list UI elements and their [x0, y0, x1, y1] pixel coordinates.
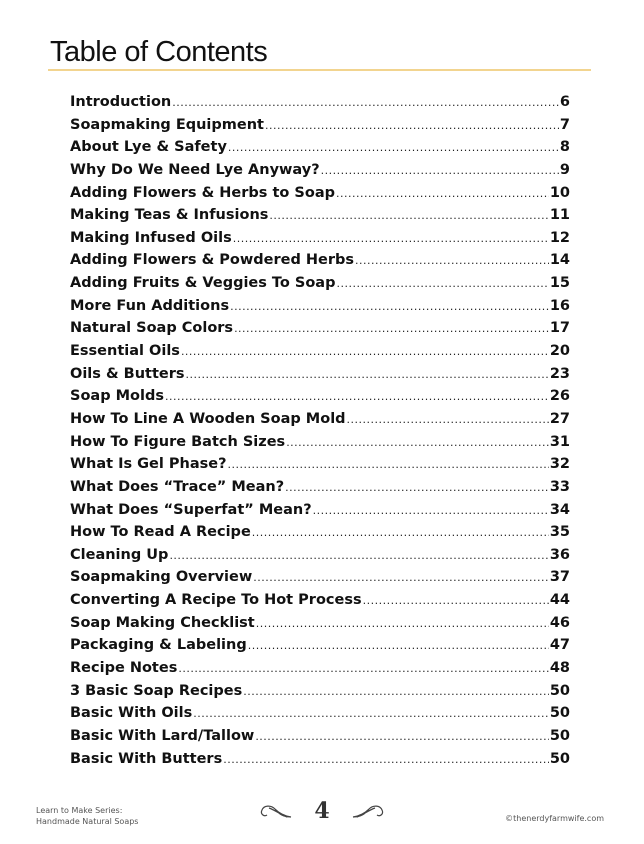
toc-entry-page: 6 — [559, 94, 570, 110]
toc-entry-page: 50 — [549, 705, 570, 722]
toc-entry[interactable] — [70, 705, 570, 728]
toc-entry[interactable] — [70, 252, 570, 275]
toc-entry-page: 27 — [549, 410, 570, 427]
footer-copyright: ©thenerdyfarmwife.com — [505, 814, 604, 823]
toc-entry[interactable] — [70, 728, 570, 751]
toc-entry-page: 9 — [559, 161, 570, 178]
toc-entry[interactable] — [70, 162, 570, 185]
footer-series-line2: Handmade Natural Soaps — [36, 817, 139, 826]
toc-entry[interactable] — [70, 502, 570, 525]
dot-leader — [243, 685, 549, 698]
toc-entry-label: Soap Making Checklist — [70, 614, 255, 631]
dot-leader — [169, 549, 548, 562]
dot-leader — [336, 187, 549, 200]
toc-entry-label: Making Infused Oils — [70, 229, 232, 246]
toc-list — [70, 94, 570, 773]
toc-entry[interactable] — [70, 94, 570, 117]
toc-entry-page: 14 — [549, 252, 570, 269]
dot-leader — [186, 368, 549, 381]
toc-entry[interactable] — [70, 615, 570, 638]
toc-entry-page: 10 — [549, 184, 570, 201]
toc-entry[interactable] — [70, 388, 570, 411]
dot-leader — [255, 730, 549, 743]
toc-entry-page: 12 — [549, 229, 570, 246]
dot-leader — [181, 345, 549, 358]
toc-entry-page: 32 — [549, 456, 570, 473]
toc-entry[interactable] — [70, 456, 570, 479]
toc-entry[interactable] — [70, 298, 570, 321]
dot-leader — [363, 594, 549, 607]
toc-entry-label: Adding Flowers & Powdered Herbs — [70, 252, 355, 269]
dot-leader — [355, 254, 549, 267]
toc-entry-label: About Lye & Safety — [70, 139, 227, 156]
toc-entry-label: What Does “Trace” Mean? — [70, 478, 285, 495]
dot-leader — [269, 209, 548, 222]
toc-entry[interactable] — [70, 411, 570, 434]
toc-entry[interactable] — [70, 230, 570, 253]
toc-entry-label: Adding Fruits & Veggies To Soap — [70, 275, 336, 292]
toc-entry[interactable] — [70, 434, 570, 457]
dot-leader — [321, 164, 559, 177]
toc-entry-label: Basic With Lard/Tallow — [70, 727, 255, 744]
dot-leader — [347, 413, 549, 426]
page-title: Table of Contents — [50, 36, 268, 68]
toc-entry[interactable] — [70, 569, 570, 592]
toc-entry-label: Introduction — [70, 94, 172, 110]
toc-entry-page: 46 — [549, 614, 570, 631]
toc-entry-page: 17 — [549, 320, 570, 337]
toc-entry-label: Packaging & Labeling — [70, 637, 247, 654]
dot-leader — [286, 436, 549, 449]
toc-entry-page: 15 — [549, 275, 570, 292]
dot-leader — [172, 96, 559, 109]
toc-entry-label: Natural Soap Colors — [70, 320, 234, 337]
toc-entry-page: 47 — [549, 637, 570, 654]
toc-entry-page: 48 — [549, 660, 570, 677]
toc-entry[interactable] — [70, 275, 570, 298]
toc-entry-page: 7 — [559, 116, 570, 133]
dot-leader — [230, 300, 549, 313]
toc-entry[interactable] — [70, 343, 570, 366]
dot-leader — [256, 617, 549, 630]
toc-entry[interactable] — [70, 751, 570, 774]
toc-entry[interactable] — [70, 139, 570, 162]
toc-entry-page: 50 — [549, 750, 570, 767]
dot-leader — [253, 571, 549, 584]
toc-entry-label: What Is Gel Phase? — [70, 456, 227, 473]
toc-entry-label: Why Do We Need Lye Anyway? — [70, 161, 320, 178]
toc-entry-label: Making Teas & Infusions — [70, 207, 269, 224]
toc-entry[interactable] — [70, 660, 570, 683]
title-underline — [48, 69, 591, 71]
toc-entry-page: 20 — [549, 343, 570, 360]
toc-entry-label: Soap Molds — [70, 388, 164, 405]
dot-leader — [336, 277, 548, 290]
toc-entry-label: Adding Flowers & Herbs to Soap — [70, 184, 335, 201]
toc-entry-page: 50 — [549, 682, 570, 699]
toc-entry-page: 36 — [549, 546, 570, 563]
dot-leader — [165, 390, 549, 403]
dot-leader — [228, 141, 559, 154]
toc-entry-label: Basic With Oils — [70, 705, 193, 722]
dot-leader — [233, 232, 549, 245]
dot-leader — [223, 753, 549, 766]
toc-entry-page: 37 — [549, 569, 570, 586]
toc-entry-page: 26 — [549, 388, 570, 405]
toc-entry-label: Converting A Recipe To Hot Process — [70, 592, 362, 609]
toc-entry-label: Soapmaking Equipment — [70, 116, 264, 133]
dot-leader — [234, 322, 549, 335]
toc-entry-label: How To Line A Wooden Soap Mold — [70, 410, 346, 427]
toc-entry[interactable] — [70, 479, 570, 502]
toc-entry-label: Cleaning Up — [70, 546, 169, 563]
toc-entry-label: Essential Oils — [70, 343, 180, 360]
toc-entry-page: 50 — [549, 727, 570, 744]
right-flourish-icon — [351, 804, 385, 820]
toc-entry-page: 35 — [549, 524, 570, 541]
dot-leader — [313, 504, 549, 517]
toc-entry-page: 31 — [549, 433, 570, 450]
dot-leader — [252, 526, 549, 539]
dot-leader — [228, 458, 549, 471]
toc-entry[interactable] — [70, 524, 570, 547]
toc-entry[interactable] — [70, 547, 570, 570]
toc-entry[interactable] — [70, 592, 570, 615]
left-flourish-icon — [259, 804, 293, 820]
toc-entry[interactable] — [70, 320, 570, 343]
dot-leader — [248, 639, 549, 652]
dot-leader — [285, 481, 549, 494]
toc-entry[interactable] — [70, 117, 570, 140]
toc-entry-page: 23 — [549, 365, 570, 382]
toc-entry-label: Recipe Notes — [70, 660, 178, 677]
toc-entry[interactable] — [70, 637, 570, 660]
toc-entry-page: 8 — [559, 139, 570, 156]
toc-entry-label: How To Read A Recipe — [70, 524, 251, 541]
toc-entry[interactable] — [70, 185, 570, 208]
toc-entry-page: 33 — [549, 478, 570, 495]
dot-leader — [178, 662, 548, 675]
dot-leader — [193, 707, 549, 720]
page-number: 4 — [314, 798, 330, 824]
footer-series-line1: Learn to Make Series: — [36, 806, 123, 815]
toc-entry[interactable] — [70, 683, 570, 706]
toc-entry-label: What Does “Superfat” Mean? — [70, 501, 312, 518]
toc-entry-page: 16 — [549, 297, 570, 314]
toc-entry-page: 34 — [549, 501, 570, 518]
toc-entry-label: Soapmaking Overview — [70, 569, 253, 586]
toc-entry-label: How To Figure Batch Sizes — [70, 433, 286, 450]
toc-entry-label: Basic With Butters — [70, 750, 223, 767]
toc-entry[interactable] — [70, 366, 570, 389]
toc-entry-page: 44 — [549, 592, 570, 609]
toc-entry-label: More Fun Additions — [70, 297, 230, 314]
toc-entry-label: 3 Basic Soap Recipes — [70, 682, 243, 699]
toc-entry[interactable] — [70, 207, 570, 230]
toc-entry-page: 11 — [549, 207, 570, 224]
dot-leader — [265, 119, 559, 132]
toc-entry-label: Oils & Butters — [70, 365, 185, 382]
